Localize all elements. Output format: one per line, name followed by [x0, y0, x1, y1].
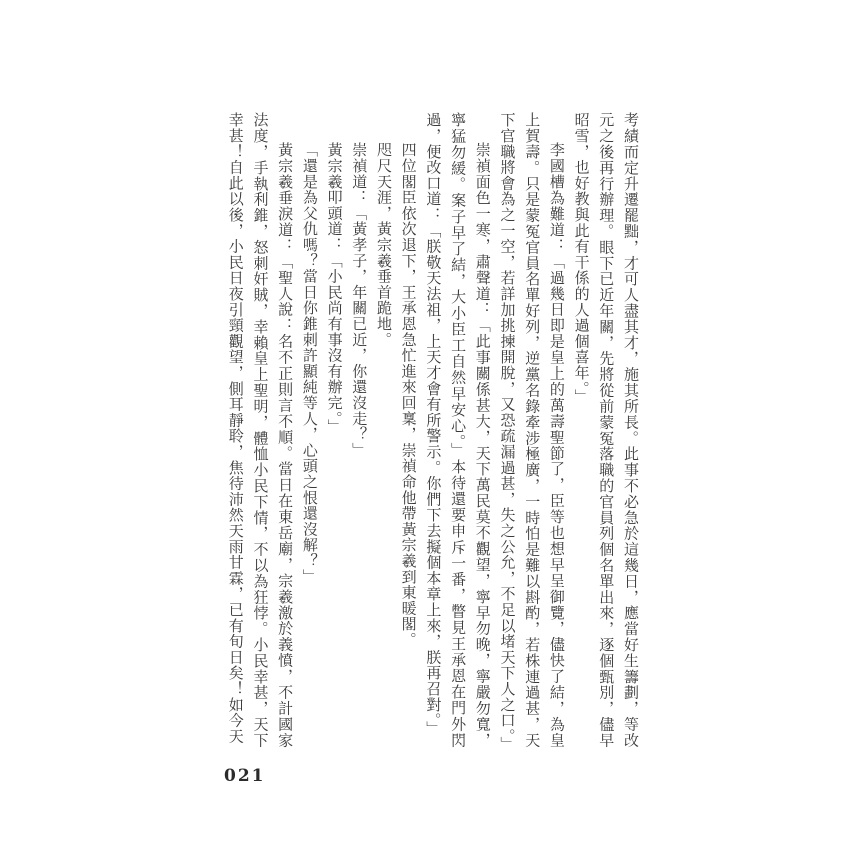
paragraph-2: 李國槽為難道：「過幾日即是皇上的萬壽聖節了，臣等也想早呈御覽，儘快了結，為皇上賀壽。只是蒙冤官員名單好列，逆黨名錄牽涉極廣，一時怕是難以斟酌，若株連過甚，天下官職將會為之一空，若詳加挑揀開脫，又恐疏漏過甚，失之公允，不足以堵天下人之口。」: [498, 112, 564, 753]
paragraph-5: 咫尺天涯，黃宗羲垂首跪地。: [374, 142, 391, 348]
page-number: 021: [224, 766, 266, 786]
paragraph-9: 黃宗羲垂淚道：「聖人說：名不正則言不順。當日在東岳廟，宗羲激於義憤，不計國家法度，手執利錐，怒刺奸賊，幸賴皇上聖明，體恤小民下情，不以為狂悖。小民幸甚，天下幸甚！自此以後，小民日夜引頸觀望，側耳靜聆，焦待沛然天雨甘霖，已有旬日矣！如今天: [226, 112, 293, 748]
vertical-text-block: [220, 112, 642, 753]
paragraph-8: 「還是為父仇嗎？當日你錐刺許顯純等人，心頭之恨還沒解？」: [300, 142, 317, 585]
paragraph-3: 崇禎面色一寒，肅聲道：「此事關係甚大，天下萬民莫不觀望，寧早勿晚，寧嚴勿寬，寧猛勿緩。案子早了結，大小臣工自然早安心。」本待還要申斥一番，瞥見王承恩在門外閃過，便改口道：「朕敬天法祖，上天才會有所警示。你們下去擬個本章上來，朕再召對。」: [424, 112, 490, 748]
paragraph-6: 崇禎道：「黃孝子，年關已近，你還沒走？」: [350, 142, 367, 458]
paragraph-1: 考績而定升遷罷黜，才可人盡其才，施其所長。此事不必急於這幾日，應當好生籌劃，等改元之後再行辦理。眼下已近年關，先將從前蒙冤落職的官員列個名單出來，逐個甄別，儘早昭雪，也好教與此有干係的人過個喜年。」: [572, 112, 638, 748]
paragraph-7: 黃宗羲叩頭道：「小民尚有事沒有辦完。」: [325, 142, 342, 435]
paragraph-4: 四位閣臣依次退下，王承恩急忙進來回稟，崇禎命他帶黃宗羲到東暖閣。: [399, 142, 416, 648]
